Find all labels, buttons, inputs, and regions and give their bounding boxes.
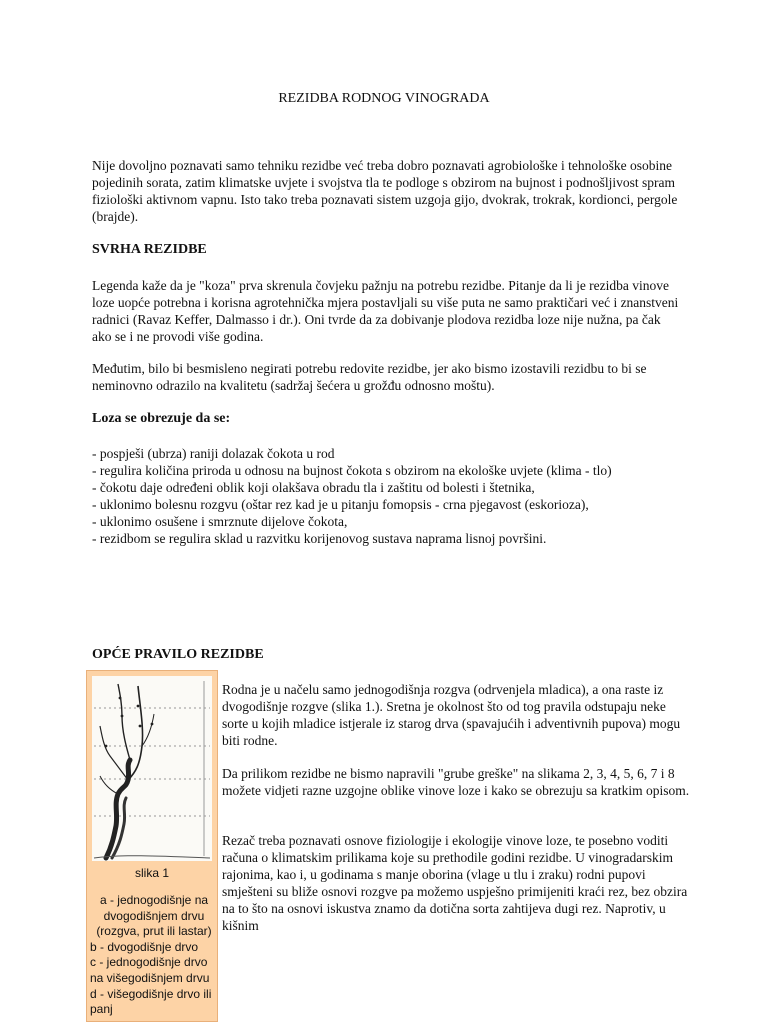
subheading: Loza se obrezuje da se: [92,411,231,426]
intro-paragraph [92,157,682,225]
section-opce-paragraph-1 [222,681,692,749]
caption-line: a - jednogodišnje na dvogodišnjem drvu (rozgva, prut ili lastar) [96,893,212,939]
caption-line: c - jednogodišnje drvo na višegodišnjem drvu [90,955,210,985]
paragraph-text: Rodna je u načelu samo jednogodišnja rozgva (odrvenjela mladica), a ona raste iz dvogodišnje rozgve (slika 1.). Sretna je okolnost što od tog pravila odstupaju neke sorte u kojih mladice istjerale iz starog drva (spavajućih i adventivnih pupova) mogu biti rodne. [222,682,681,748]
section-svrha-paragraph-1 [92,277,682,345]
caption-line: b - dvogodišnje drvo [90,939,199,954]
section-heading: OPĆE PRAVILO REZIDBE [92,647,264,662]
list-item: - pospješi (ubrza) raniji dolazak čokota u rod [92,446,335,461]
paragraph-text: Rezač treba poznavati osnove fiziologije i ekologije vinove loze, te posebno voditi računa o klimatskim prilikama koje su prethodile godini rezidbe. U vinogradarskim rajonima, kao i, u godinama s manje oborina (vlage u tlu i zraku) rodni pupovi smješteni su bliže osnovi rozgve pa možemo uspješno primijeniti kraći rez, bez obzira na to što na osnovi iskustva znamo da dotična sorta zahtijeva dugi rez. Naprotiv, u kišnim [222,833,688,933]
page-title: REZIDBA RODNOG VINOGRADA [278,91,490,106]
paragraph-text: Međutim, bilo bi besmisleno negirati potrebu redovite rezidbe, jer ako bismo izostavili rezidbu to bi se neminovno odrazilo na kvalitetu (sadržaj šećera u grožđu odnosno moštu). [92,361,647,393]
pruning-reasons-list [92,445,682,547]
subheading-block [92,410,682,427]
section-opce-paragraph-2 [222,765,692,799]
grapevine-drawing [92,676,212,861]
list-item: - uklonimo osušene i smrznute dijelove čokota, [92,514,348,529]
intro-text: Nije dovoljno poznavati samo tehniku rezidbe već treba dobro poznavati agrobiološke i tehnološke osobine pojedinih sorata, zatim klimatske uvjete i svojstva tla te podloge s obzirom na bujnost i podnošljivost spram fiziološki aktivnom vapnu. Isto tako treba poznavati sistem uzgoja gijo, dvokrak, trokrak, kordionci, pergole (brajde). [92,158,678,224]
list-item: - čokotu daje određeni oblik koji olakšava obradu tla i zaštitu od bolesti i štetnika, [92,480,535,495]
figure-box [86,670,218,1022]
section-heading: SVRHA REZIDBE [92,242,207,257]
paragraph-text: Legenda kaže da je "koza" prva skrenula čovjeku pažnju na potrebu rezidbe. Pitanje da li je rezidba vinove loze uopće potrebna i korisna agrotehnička mjera postavljali su više puta ne samo praktičari već i znanstveni radnici (Ravaz Keffer, Dalmasso i dr.). Oni tvrde da za dobivanje plodova rezidba loze nije nužna, pa čak ako se i ne provodi više godina. [92,278,679,344]
vine-illustration [92,676,212,861]
list-item: - regulira količina priroda u odnosu na bujnost čokota s obzirom na ekološke uvjete (klima - tlo) [92,463,612,478]
paragraph-text: Da prilikom rezidbe ne bismo napravili "grube greške" na slikama 2, 3, 4, 5, 6, 7 i 8 možete vidjeti razne uzgojne oblike vinove loze i kako se obrezuju sa kratkim opisom. [222,766,690,798]
list-item: - rezidbom se regulira sklad u razvitku korijenovog sustava naprama lisnoj površini. [92,531,547,546]
section-opce-paragraph-3 [222,832,692,934]
section-opce-heading [92,646,682,663]
figure-caption [90,893,218,1018]
list-item: - uklonimo bolesnu rozgvu (oštar rez kad je u pitanju fomopsis - crna pjegavost (eskorioza), [92,497,589,512]
section-svrha-paragraph-2 [92,360,682,394]
figure-caption-title: slika 1 [134,866,169,880]
caption-line: d - višegodišnje drvo ili panj [90,986,212,1017]
section-svrha-heading [92,241,682,258]
